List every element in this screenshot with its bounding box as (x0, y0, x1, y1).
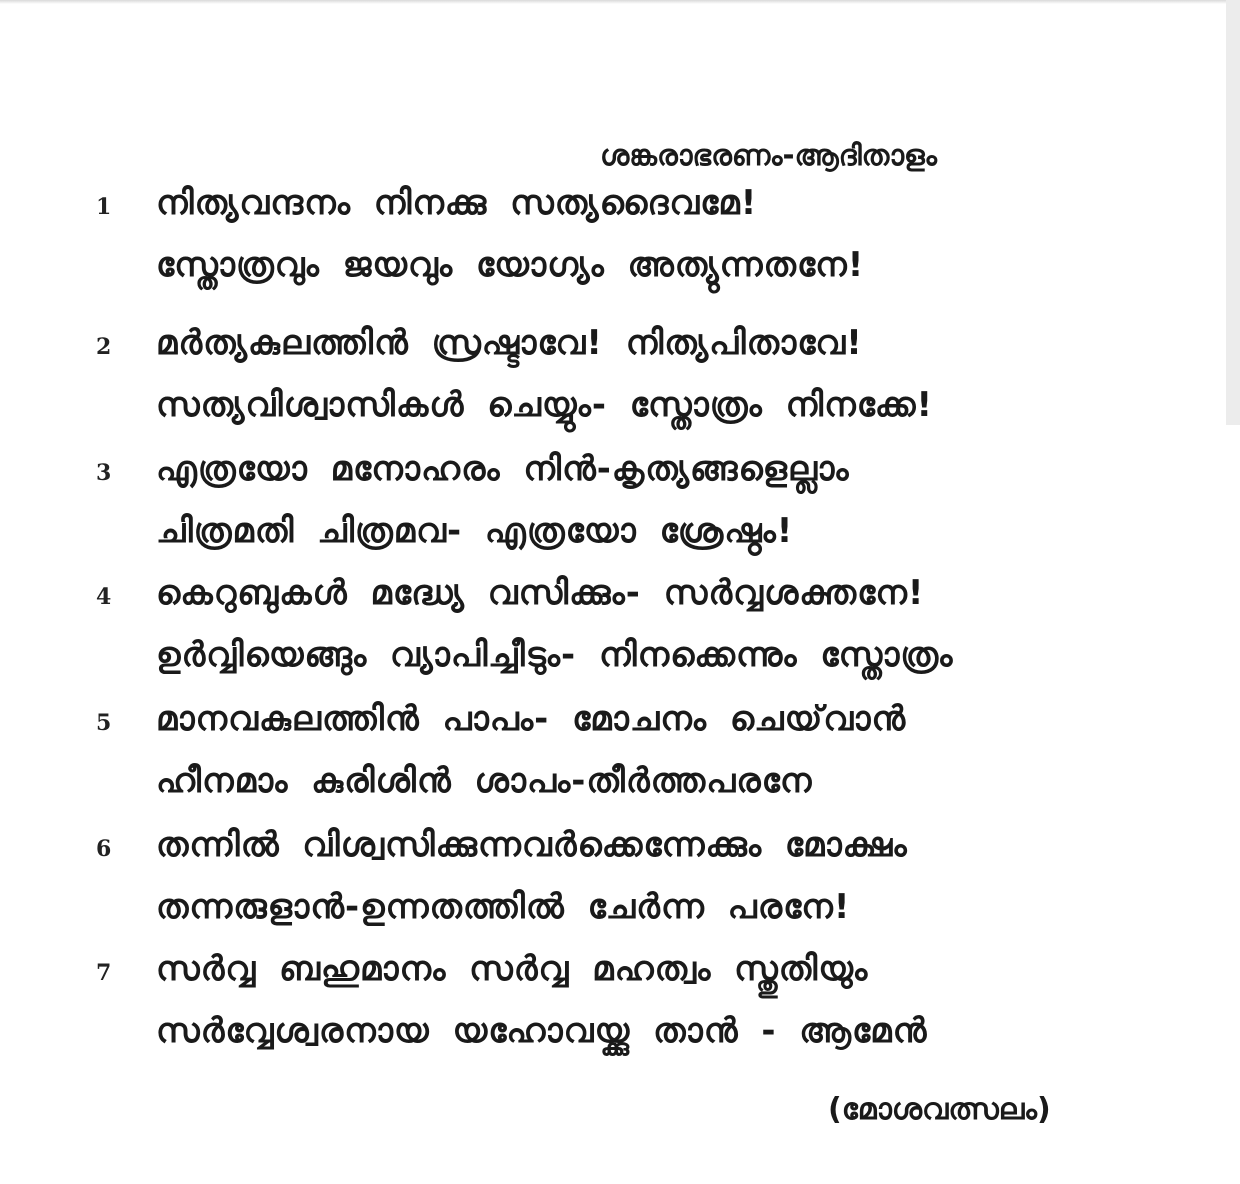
verse-line: സർവ്വ ബഹുമാനം സർവ്വ മഹത്വം സ്തുതിയും (156, 949, 869, 989)
verse-number: 6 (96, 836, 112, 862)
verse-number: 2 (96, 334, 112, 360)
verse-line: ഹീനമാം കുരിശിൻ ശാപം-തീർത്തപരനേ (156, 761, 813, 801)
verse-number: 3 (96, 460, 112, 486)
verse-number: 4 (96, 584, 112, 610)
verse-line: എത്രയോ മനോഹരം നിൻ-കൃത്യങ്ങളെല്ലാം (156, 449, 850, 489)
verse-line: സ്തോത്രവും ജയവും യോഗ്യം അത്യുന്നതനേ! (156, 245, 865, 285)
verse-line: സത്യവിശ്വാസികൾ ചെയ്യും- സ്തോത്രം നിനക്കേ! (156, 385, 934, 425)
verse-line: ഉർവ്വിയെങ്ങും വ്യാപിച്ചീടും- നിനക്കെന്നും സ്തോത്രം (156, 635, 954, 675)
verse-line: മർത്യകുലത്തിൻ സ്രഷ്ടാവേ! നിത്യപിതാവേ! (156, 323, 863, 363)
scan-right-margin (1226, 0, 1240, 425)
verse-line: നിത്യവന്ദനം നിനക്കു സത്യദൈവമേ! (156, 183, 758, 223)
verse-line: തന്നിൽ വിശ്വസിക്കുന്നവർക്കെന്നേക്കും മോക്ഷം (156, 825, 908, 865)
scan-top-edge (0, 0, 1240, 4)
raga-tala-heading: ശങ്കരാഭരണം-ആദിതാളം (600, 138, 937, 172)
verse-line: ചിത്രമതി ചിത്രമവ- എത്രയോ ശ്രേഷ്ഠം! (156, 511, 794, 551)
verse-number: 7 (96, 960, 112, 986)
verse-line: സർവ്വേശ്വരനായ യഹോവയ്ക്കു താൻ - ആമേൻ (156, 1011, 928, 1051)
composer-credit: (മോശവത്സലം) (828, 1092, 1051, 1127)
verse-line: തന്നരുളാൻ-ഉന്നതത്തിൽ ചേർന്ന പരനേ! (156, 887, 851, 927)
verse-number: 5 (96, 710, 112, 736)
verse-number: 1 (96, 194, 112, 220)
verse-line: മാനവകുലത്തിൻ പാപം- മോചനം ചെയ്‌വാൻ (156, 699, 907, 739)
verse-line: കെറുബുകൾ മദ്ധ്യേ വസിക്കും- സർവ്വശക്തനേ! (156, 573, 925, 613)
